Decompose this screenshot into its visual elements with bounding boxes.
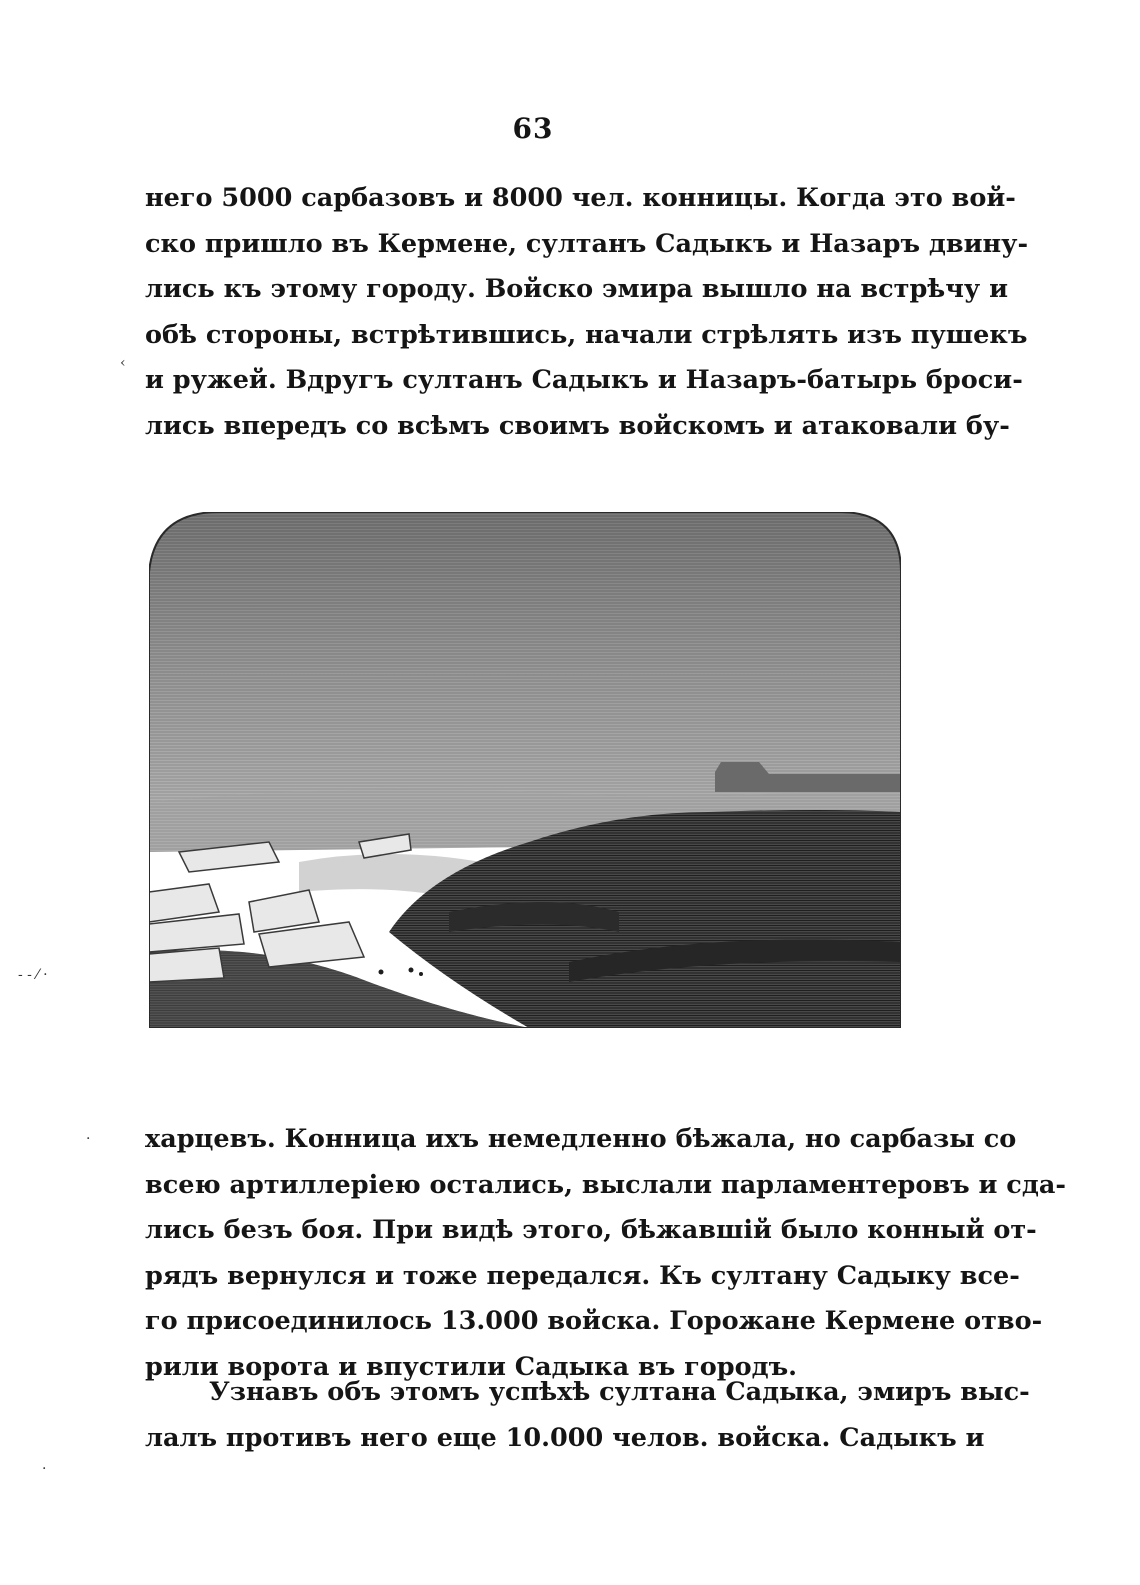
text-line: всею артиллеріею остались, выслали парламентеровъ и сда- <box>145 1169 1066 1200</box>
text-line: ско пришло въ Кермене, султанъ Садыкъ и Назаръ двину- <box>145 228 1029 259</box>
page-number: 63 <box>512 112 554 145</box>
text-line: лись безъ боя. При видѣ этого, бѣжавшій было конный от- <box>145 1215 1037 1245</box>
text-line: обѣ стороны, встрѣтившись, начали стрѣлять изъ пушекъ <box>145 319 1028 350</box>
scan-speck: ‹ <box>120 355 126 371</box>
text-line: и ружей. Вдругъ султанъ Садыкъ и Назаръ-батырь броси- <box>145 365 1023 395</box>
text-line: него 5000 сарбазовъ и 8000 чел. конницы. Когда это вой- <box>145 183 1016 213</box>
text-line: рили ворота и впустили Садыка въ городъ. <box>145 1351 798 1382</box>
paragraph-bottom <box>145 1117 1066 1390</box>
text-line: лись къ этому городу. Войско эмира вышло на встрѣчу и <box>145 274 1009 304</box>
scan-speck: · <box>42 1461 47 1477</box>
paragraph-top <box>145 176 1029 449</box>
text-line: го присоединилось 13.000 войска. Горожане Кермене отво- <box>145 1306 1043 1336</box>
text-line: Узнавъ объ этомъ успѣхѣ султана Садыка, эмиръ выс- <box>209 1377 1030 1407</box>
scan-speck: - - ⁄ · <box>18 967 48 983</box>
engraving-image <box>149 512 901 1028</box>
text-line: рядъ вернулся и тоже передался. Къ султану Садыку все- <box>145 1260 1020 1291</box>
landscape-illustration <box>149 512 901 1028</box>
paragraph-third <box>145 1370 1030 1461</box>
text-line: харцевъ. Конница ихъ немедленно бѣжала, но сарбазы со <box>145 1124 1017 1154</box>
text-line: лалъ противъ него еще 10.000 челов. войска. Садыкъ и <box>145 1422 985 1453</box>
text-line: лись впередъ со всѣмъ своимъ войскомъ и атаковали бу- <box>145 410 1010 441</box>
scan-speck: · <box>86 1131 91 1147</box>
